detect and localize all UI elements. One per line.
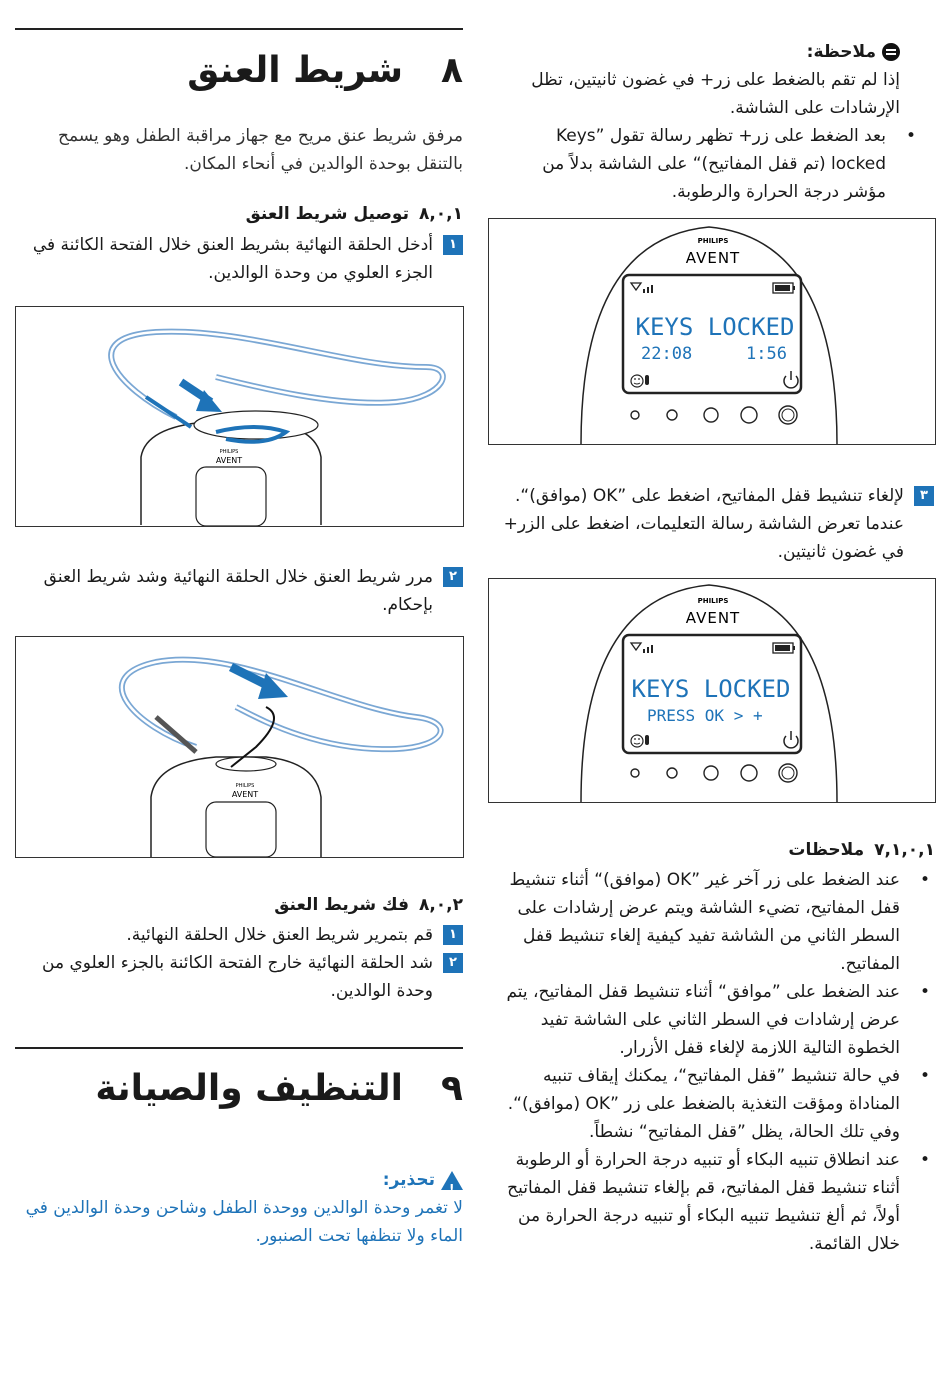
subsection-8-0-2-number: ٨,٠,٢ xyxy=(418,895,463,915)
notes-section-title: ملاحظات xyxy=(788,840,865,860)
step-number-badge: ١ xyxy=(443,235,463,255)
step-text: مرر شريط العنق خلال الحلقة النهائية وشد شريط العنق بإحكام. xyxy=(43,567,433,615)
note-block xyxy=(490,38,900,206)
device-brand: AVENT xyxy=(685,249,741,267)
step-unlock-3 xyxy=(488,482,934,566)
step-text: لإلغاء تنشيط قفل المفاتيح، اضغط على ”OK (موافق)“. عندما تعرض الشاشة رسالة التعليمات، اضغط على الزر+ في غضون ثانيتين. xyxy=(503,486,904,562)
section-9-heading xyxy=(15,1068,463,1109)
notes-bullet: • في حالة تنشيط ”قفل المفاتيح“، يمكنك إيقاف تنبيه المناداة ومؤقت التغذية بالضغط على زر ”OK (موافق)“. وفي تلك الحالة، يظل ”قفل المفاتيح“ نشطاً. xyxy=(488,1062,934,1146)
notes-section-heading xyxy=(490,840,935,860)
section-8-heading xyxy=(15,50,463,91)
subsection-8-0-1-title: توصيل شريط العنق xyxy=(245,204,409,224)
note-text: إذا لم تقم بالضغط على زر+ في غضون ثانيتين، تظل الإرشادات على الشاشة. xyxy=(531,70,900,118)
device-brand-top: PHILIPS xyxy=(697,597,729,605)
figure-lanyard-tighten xyxy=(15,636,464,858)
section-9-rule xyxy=(15,1047,463,1049)
lanyard-tighten-illustration xyxy=(16,637,463,857)
warning-text: لا تغمر وحدة الوالدين ووحدة الطفل وشاحن وحدة الوالدين في الماء ولا تنظفها تحت الصنبور. xyxy=(25,1198,463,1246)
svg-text:AVENT: AVENT xyxy=(215,456,243,465)
step-number-badge: ٢ xyxy=(443,567,463,587)
note-bullet: • بعد الضغط على زر+ تظهر رسالة تقول ”Keys locked (تم قفل المفاتيح)“ على الشاشة بدلاً من مؤشر درجة الحرارة والرطوبة. xyxy=(520,122,920,206)
notes-bullet: • عند الضغط على ”موافق“ أثناء تنشيط قفل المفاتيح، يتم عرض إرشادات في السطر الثاني على الشاشة تفيد الخطوة التالية اللازمة لإلغاء قفل الأزرار. xyxy=(488,978,934,1062)
step-detach-1 xyxy=(15,921,463,949)
step-attach-1 xyxy=(15,231,463,287)
step-number-badge: ٢ xyxy=(443,953,463,973)
warning-label: تحذير: xyxy=(382,1170,435,1190)
device-screen-illustration-2 xyxy=(489,579,935,802)
figure-lanyard-insert xyxy=(15,306,464,527)
svg-text:AVENT: AVENT xyxy=(231,790,259,799)
step-text: شد الحلقة النهائية خارج الفتحة الكائنة بالجزء العلوي من وحدة الوالدين. xyxy=(42,953,433,1001)
warning-heading xyxy=(15,1166,463,1194)
step-text: قم بتمرير شريط العنق خلال الحلقة النهائية. xyxy=(126,925,433,945)
subsection-8-0-1-heading xyxy=(15,204,463,224)
subsection-8-0-2-title: فك شريط العنق xyxy=(274,895,409,915)
step-number-badge: ٣ xyxy=(914,486,934,506)
lanyard-insert-illustration xyxy=(16,307,463,526)
subsection-8-0-2-heading xyxy=(15,895,463,915)
section-8-intro: مرفق شريط عنق مريح مع جهاز مراقبة الطفل وهو يسمح بالتنقل بوحدة الوالدين في أنحاء المكان. xyxy=(57,126,463,174)
step-number-badge: ١ xyxy=(443,925,463,945)
screen-time-text: 22:08 xyxy=(641,344,693,364)
figure-device-keys-locked xyxy=(488,218,936,445)
section-8-number: ٨ xyxy=(441,50,463,91)
warning-block xyxy=(15,1166,463,1250)
note-bullet-list xyxy=(520,122,920,206)
notes-bullet: • عند الضغط على زر آخر غير ”OK (موافق)“ أثناء تنشيط قفل المفاتيح، تضيء الشاشة ويتم عرض إرشادات على السطر الثاني من الشاشة تفيد كيفية إلغاء تنشيط قفل المفاتيح. xyxy=(488,866,934,978)
note-icon xyxy=(882,43,900,61)
device-brand: AVENT xyxy=(685,609,741,627)
notes-section-number: ٧,١,٠,١ xyxy=(874,840,935,860)
device-brand-top: PHILIPS xyxy=(697,237,729,245)
section-9-title: التنظيف والصيانة xyxy=(95,1068,404,1109)
screen-timer-text: 1:56 xyxy=(746,344,787,364)
step-attach-2 xyxy=(15,563,463,619)
svg-text:PHILIPS: PHILIPS xyxy=(235,783,255,789)
figure-device-press-ok xyxy=(488,578,936,803)
note-heading xyxy=(490,38,900,66)
screen-keys-locked-text: KEYS LOCKED xyxy=(635,313,795,341)
device-screen-illustration xyxy=(489,219,935,444)
section-8-title: شريط العنق xyxy=(187,50,404,91)
warning-triangle-icon: ! xyxy=(441,1171,463,1190)
notes-bullet-list xyxy=(488,866,934,1258)
top-rule-left xyxy=(15,28,463,30)
notes-bullet: • عند انطلاق تنبيه البكاء أو تنبيه درجة الحرارة أو الرطوبة أثناء تنشيط قفل المفاتيح، قم بإلغاء تنشيط قفل المفاتيح أولاً، ثم ألغ تنشيط تنبيه البكاء أو تنبيه درجة الحرارة من خلال القائمة. xyxy=(488,1146,934,1258)
subsection-8-0-1-number: ٨,٠,١ xyxy=(418,204,463,224)
screen-press-ok-text: PRESS OK > + xyxy=(647,706,763,725)
step-text: أدخل الحلقة النهائية بشريط العنق خلال الفتحة الكائنة في الجزء العلوي من وحدة الوالدين. xyxy=(32,235,433,283)
note-label: ملاحظة: xyxy=(806,42,876,62)
svg-text:PHILIPS: PHILIPS xyxy=(219,449,239,455)
screen-keys-locked-text: KEYS LOCKED xyxy=(631,675,791,703)
step-detach-2 xyxy=(15,949,463,1005)
section-9-number: ٩ xyxy=(441,1068,463,1109)
